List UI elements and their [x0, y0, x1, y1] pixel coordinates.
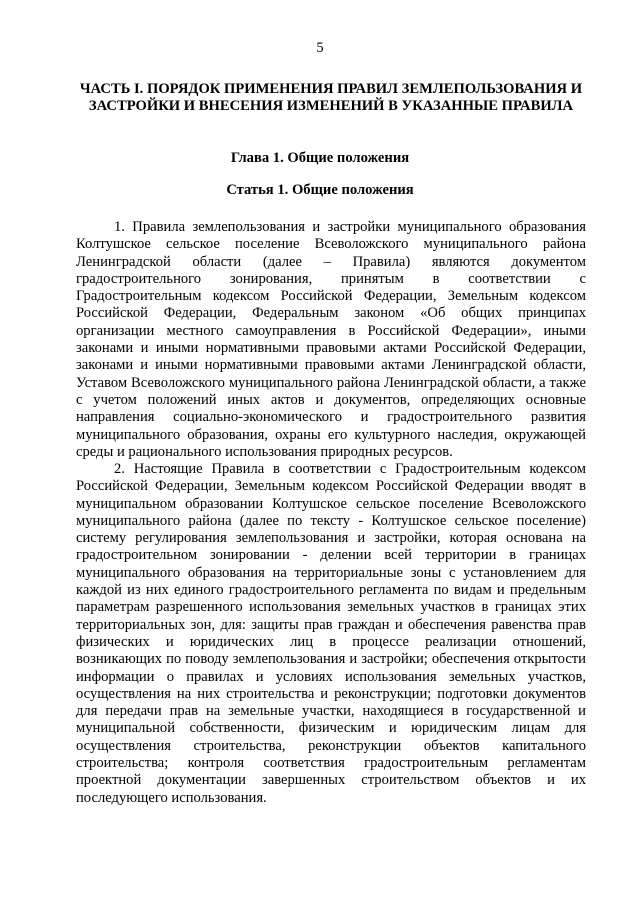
- paragraph-2: 2. Настоящие Правила в соответствии с Градостроительным кодексом Российской Федерации, Земельным кодексом Российской Федерации вводят в муниципальном образовании Колтушское сельское поселение Всеволожского муниципального района (далее по тексту - Колтушское сельское поселение) систему регулирования землепользования и застройки, которая основана на градостроительном зонировании - делении всей территории в границах муниципального образования на территориальные зоны с установлением для каждой из них единого градостроительного регламента по видам и предельным параметрам разрешенного использования земельных участков в границах этих территориальных зон, для: защиты прав граждан и обеспечения равенства прав физических и юридических лиц в процессе реализации отношений, возникающих по поводу землепользования и застройки; обеспечения открытости информации о правилах и условиях использования земельных участков, осуществления на них строительства и реконструкции; подготовки документов для передачи прав на земельные участки, находящиеся в государственной и муниципальной собственности, физическим и юридическим лицам для осуществления строительства, реконструкции объектов капитального строительства; контроля соответствия градостроительным регламентам проектной документации завершенных строительством объектов и их последующего использования.: [76, 461, 586, 806]
- page-number: 5: [316, 40, 324, 56]
- chapter-title: Глава 1. Общие положения: [230, 150, 410, 166]
- paragraph-1: 1. Правила землепользования и застройки муниципального образования Колтушское сельское поселение Всеволожского муниципального района Ленинградской области (далее – Правила) являются документом градостроительного зонирования, принятым в соответствии с Градостроительным кодексом Российской Федерации, Земельным кодексом Российской Федерации, Федеральным законом «Об общих принципах организации местного самоуправления в Российской Федерации», иными законами и иными нормативными правовыми актами Российской Федерации, законами и иными нормативными правовыми актами Ленинградской области, Уставом Всеволожского муниципального района Ленинградской области, а также с учетом положений иных актов и документов, определяющих основные направления социально-экономического и градостроительного развития муниципального образования, охраны его культурного наследия, окружающей среды и рационального использования природных ресурсов.: [76, 219, 586, 460]
- part-title: ЧАСТЬ I. ПОРЯДОК ПРИМЕНЕНИЯ ПРАВИЛ ЗЕМЛЕПОЛЬЗОВАНИЯ И ЗАСТРОЙКИ И ВНЕСЕНИЯ ИЗМЕНЕНИЙ В УКАЗАННЫЕ ПРАВИЛА: [79, 81, 583, 114]
- article-title: Статья 1. Общие положения: [226, 182, 414, 198]
